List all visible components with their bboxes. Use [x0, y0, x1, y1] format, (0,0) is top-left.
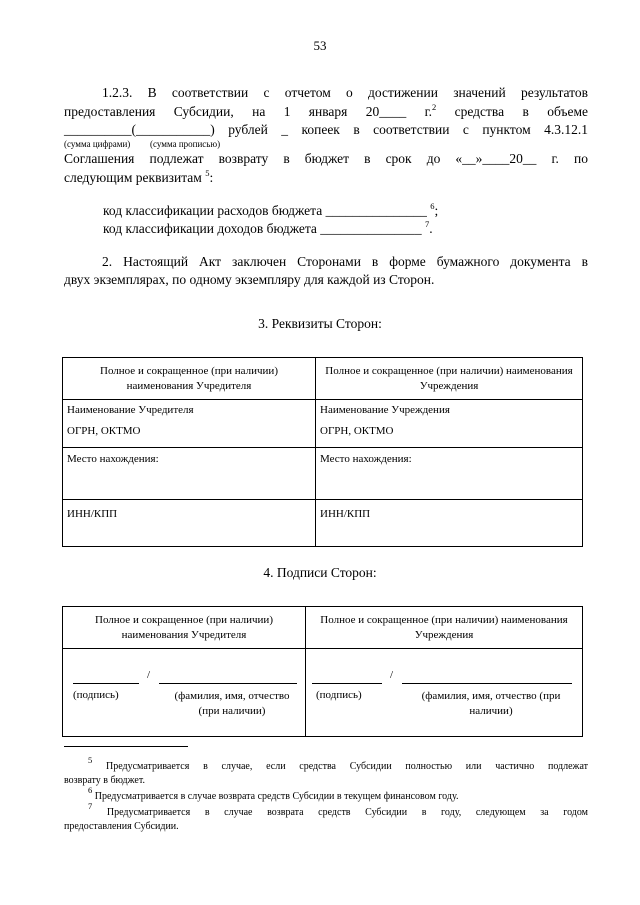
institution-signature-cell	[306, 649, 583, 737]
para-123-line3: __________(___________) рублей _ копеек в соответствии с пунктом 4.3.12.1	[64, 122, 588, 137]
income-code-punct: .	[429, 221, 433, 236]
founder-signature-line	[73, 683, 139, 684]
institution-fio-caption: (фамилия, имя, отчество (при наличии)	[421, 690, 561, 717]
requisites-institution-header: Полное и сокращенное (при наличии) наименования Учреждения	[316, 358, 583, 400]
footnote-7-line1	[64, 801, 589, 820]
para-123-line2-text: предоставления Субсидии, на 1 января 20____ г.	[64, 104, 432, 119]
expense-code-punct: ;	[434, 203, 439, 218]
footnote-6	[64, 785, 588, 804]
footnote-separator	[64, 746, 188, 747]
section-4-title: 4. Подписи Сторон:	[263, 565, 377, 580]
para-123-line4: Соглашения подлежат возврату в бюджет в срок до «__»____20__ г. по	[64, 151, 588, 166]
footnote-ref-6: 6	[430, 201, 435, 211]
para-2-line2: двух экземплярах, по одному экземпляру для каждой из Сторон.	[64, 272, 435, 287]
footnote-7-text: Предусматривается в случае возврата средств Субсидии в году, следующем за годом	[106, 807, 589, 818]
footnote-5-text: Предусматривается в случае, если средства Субсидии полностью или частично подлежат	[106, 761, 589, 772]
para-123-line5-text: следующим реквизитам	[64, 170, 202, 185]
footnote-ref-2: 2	[432, 102, 437, 112]
institution-inn-cell	[316, 500, 583, 547]
institution-slash: /	[390, 669, 394, 681]
section-3-title: 3. Реквизиты Сторон:	[258, 316, 382, 331]
sum-digits-label: (сумма цифрами)	[64, 139, 131, 149]
footnote-6-mark: 6	[88, 785, 93, 795]
income-code-line	[103, 221, 433, 237]
footnote-ref-7: 7	[424, 219, 430, 229]
income-code-text: код классификации доходов бюджета ______________	[103, 221, 415, 236]
institution-signature-caption: (подпись)	[316, 689, 362, 701]
institution-location-cell	[316, 448, 583, 500]
founder-location-label: Место нахождения:	[67, 453, 159, 465]
institution-signature-line	[312, 683, 382, 684]
institution-inn-label: ИНН/КПП	[320, 508, 371, 520]
footnote-ref-5: 5	[205, 168, 210, 178]
founder-inn-cell	[63, 500, 316, 547]
founder-name-label: Наименование Учредителя	[67, 404, 194, 416]
para-2-line1: 2. Настоящий Акт заключен Сторонами в форме бумажного документа в	[102, 254, 588, 269]
page-number: 53	[313, 38, 327, 53]
para-123-line2	[64, 104, 588, 120]
sum-words-label: (сумма прописью)	[150, 139, 221, 149]
institution-location-label: Место нахождения:	[320, 453, 412, 465]
founder-signature-cell	[63, 649, 306, 737]
founder-fio-line	[159, 683, 297, 684]
signatures-institution-header: Полное и сокращенное (при наличии) наименования Учреждения	[306, 607, 583, 649]
founder-signature-caption: (подпись)	[73, 689, 119, 701]
para-123-line5-colon: :	[209, 170, 214, 185]
requisites-table	[62, 357, 583, 547]
para-123-line5	[64, 170, 588, 186]
founder-name-cell	[63, 400, 316, 448]
footnote-5-line1	[64, 755, 589, 774]
founder-fio-caption: (фамилия, имя, отчество (при наличии)	[174, 690, 290, 717]
footnote-6-text: Предусматривается в случае возврата средств Субсидии в текущем финансовом году.	[94, 791, 459, 802]
footnote-7-line2: предоставления Субсидии.	[64, 821, 179, 832]
income-code-extra: _	[414, 221, 422, 236]
para-123-line1: 1.2.3. В соответствии с отчетом о достижении значений результатов	[102, 85, 588, 100]
footnote-5-mark: 5	[88, 755, 93, 765]
founder-slash: /	[147, 669, 151, 681]
institution-fio-line	[402, 683, 572, 684]
founder-location-cell	[63, 448, 316, 500]
institution-ogrn-label: ОГРН, ОКТМО	[320, 425, 394, 437]
founder-ogrn-label: ОГРН, ОКТМО	[67, 425, 141, 437]
signatures-founder-header: Полное и сокращенное (при наличии) наименования Учредителя	[63, 607, 306, 649]
expense-code-line	[103, 203, 438, 219]
para-123-line2-tail: средства в объеме	[454, 104, 588, 119]
expense-code-text: код классификации расходов бюджета _______________	[103, 203, 427, 218]
footnote-7-mark: 7	[88, 801, 93, 811]
institution-name-cell	[316, 400, 583, 448]
requisites-founder-header: Полное и сокращенное (при наличии) наименования Учредителя	[63, 358, 316, 400]
footnote-5-line2: возврату в бюджет.	[64, 775, 145, 786]
signatures-table	[62, 606, 583, 737]
founder-inn-label: ИНН/КПП	[67, 508, 118, 520]
institution-name-label: Наименование Учреждения	[320, 404, 450, 416]
